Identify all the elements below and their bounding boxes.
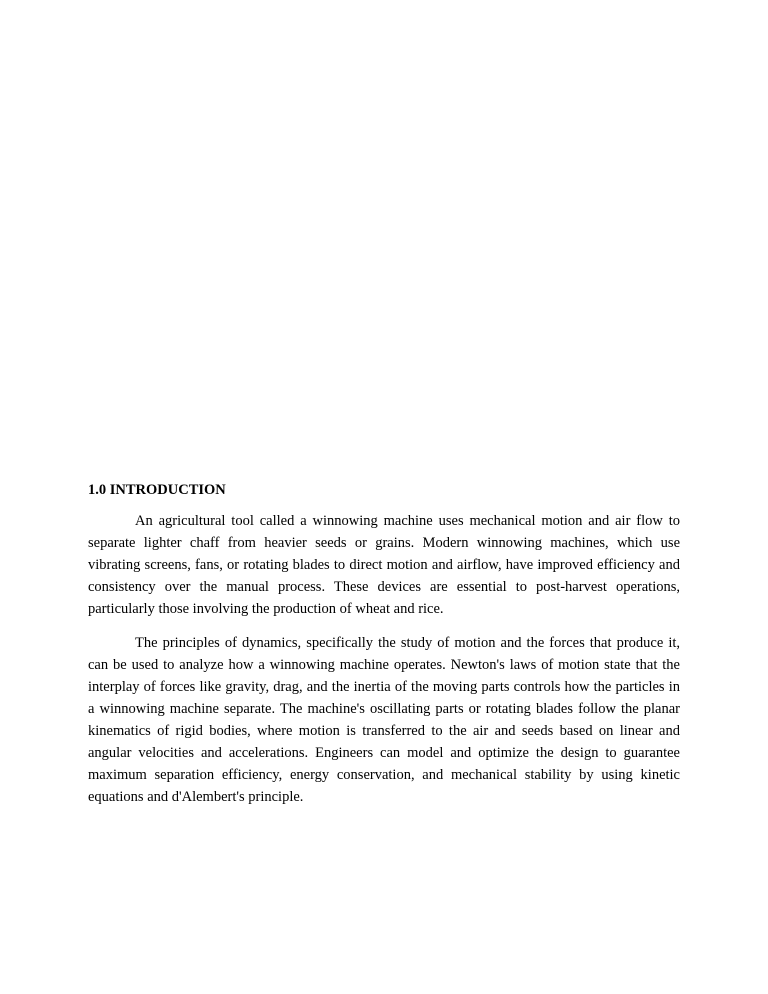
section-heading: 1.0 INTRODUCTION bbox=[88, 482, 226, 498]
paragraph-1: An agricultural tool called a winnowing machine uses mechanical motion and air flow to separate lighter chaff from heavier seeds or grains. Modern winnowing machines, which use vibrating screens, fans, or rotating blades to direct motion and airflow, have improved efficiency and consistency over the manual process. These devices are essential to post-harvest operations, particularly those involving the production of wheat and rice. bbox=[88, 513, 680, 617]
introduction-section bbox=[88, 480, 680, 820]
paragraph-2: The principles of dynamics, specifically the study of motion and the forces that produce it, can be used to analyze how a winnowing machine operates. Newton's laws of motion state that the interplay of forces like gravity, drag, and the inertia of the moving parts controls how the particles in a winnowing machine separate. The machine's oscillating parts or rotating blades follow the planar kinematics of rigid bodies, where motion is transferred to the air and seeds based on linear and angular velocities and accelerations. Engineers can model and optimize the design to guarantee maximum separation efficiency, energy conservation, and mechanical stability by using kinetic equations and d'Alembert's principle. bbox=[88, 635, 680, 805]
